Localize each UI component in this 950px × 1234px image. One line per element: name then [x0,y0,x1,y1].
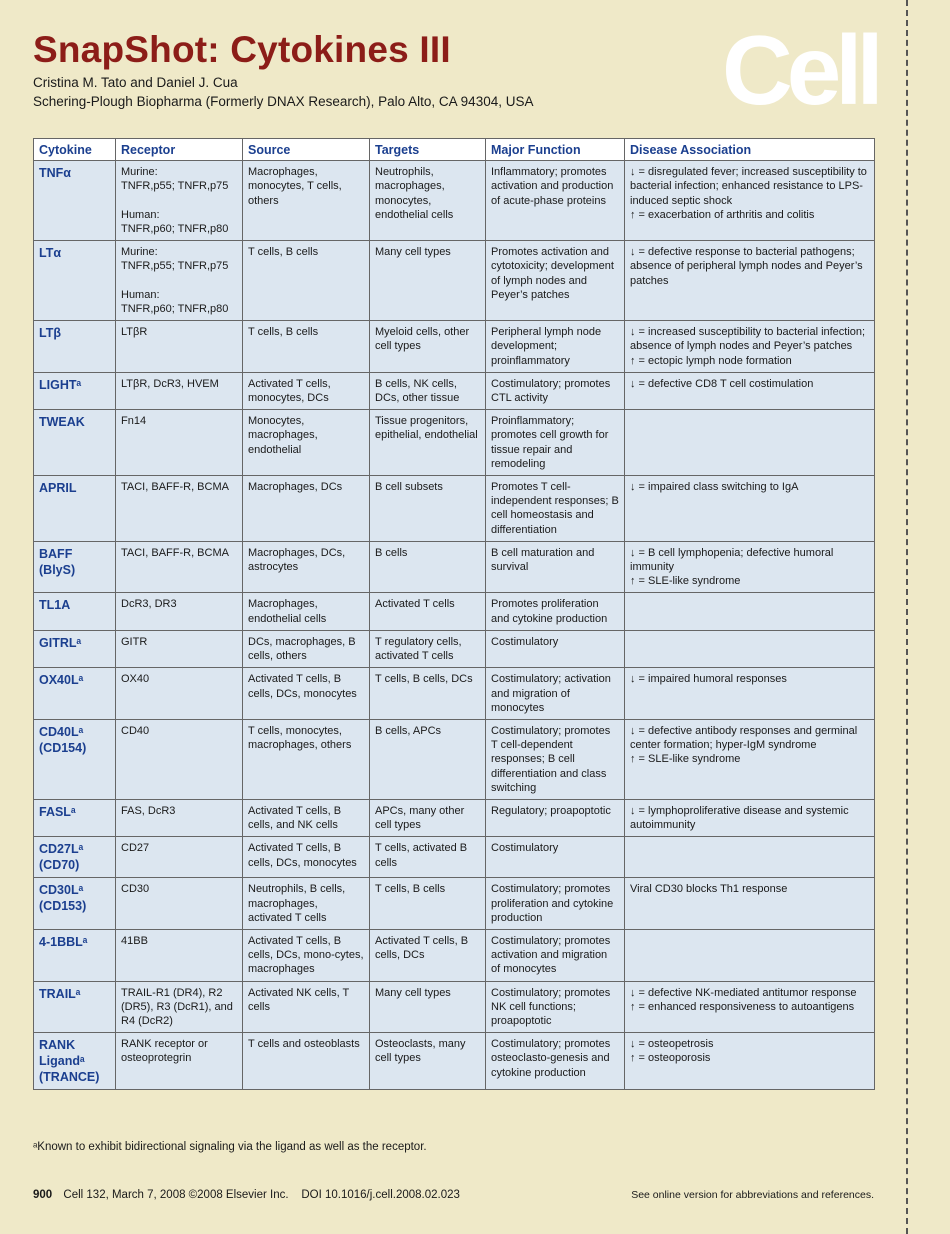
cell-function: B cell maturation and survival [486,541,625,593]
cell-disease: ↓ = defective antibody responses and germinal center formation; hyper-IgM syndrome ↑ = SLE-like syndrome [625,719,875,799]
page-footer [33,1189,874,1201]
footnote: ᵃKnown to exhibit bidirectional signaling via the ligand as well as the receptor. [33,1141,427,1153]
cell-cytokine: CD40Lᵃ (CD154) [34,719,116,799]
cell-receptor: LTβR, DcR3, HVEM [116,372,243,409]
table-row [34,719,875,799]
cell-receptor: 41BB [116,929,243,981]
cell-disease: ↓ = osteopetrosis ↑ = osteoporosis [625,1033,875,1090]
cell-disease: ↓ = defective CD8 T cell costimulation [625,372,875,409]
authors: Cristina M. Tato and Daniel J. Cua [33,75,238,90]
citation: Cell 132, March 7, 2008 ©2008 Elsevier Inc. DOI 10.1016/j.cell.2008.02.023 [63,1189,460,1201]
column-header: Source [243,139,370,161]
table-row [34,878,875,930]
cell-logo: Cell [722,15,878,125]
table-row [34,799,875,836]
cell-source: T cells, B cells [243,241,370,321]
cell-receptor: CD27 [116,837,243,878]
column-header: Cytokine [34,139,116,161]
cell-targets: Osteoclasts, many cell types [370,1033,486,1090]
column-header: Major Function [486,139,625,161]
cell-source: Activated T cells, B cells, DCs, mono-cytes, macrophages [243,929,370,981]
cell-function: Costimulatory [486,630,625,667]
cell-targets: B cells, APCs [370,719,486,799]
cell-function: Promotes proliferation and cytokine production [486,593,625,630]
cell-targets: Neutrophils, macrophages, monocytes, endothelial cells [370,161,486,241]
cell-cytokine: LIGHTᵃ [34,372,116,409]
cell-targets: APCs, many other cell types [370,799,486,836]
table-row [34,541,875,593]
cell-function: Costimulatory; promotes osteoclasto-genesis and cytokine production [486,1033,625,1090]
cell-receptor: DcR3, DR3 [116,593,243,630]
cell-targets: B cell subsets [370,476,486,542]
cell-receptor: CD30 [116,878,243,930]
cell-cytokine: APRIL [34,476,116,542]
cell-function: Costimulatory; activation and migration of monocytes [486,668,625,720]
table-row [34,929,875,981]
cell-cytokine: GITRLᵃ [34,630,116,667]
cell-disease: ↓ = defective NK-mediated antitumor response ↑ = enhanced responsiveness to autoantigens [625,981,875,1033]
cell-function: Inflammatory; promotes activation and production of acute-phase proteins [486,161,625,241]
cell-cytokine: TL1A [34,593,116,630]
cell-targets: T regulatory cells, activated T cells [370,630,486,667]
cell-cytokine: OX40Lᵃ [34,668,116,720]
cell-cytokine: CD27Lᵃ (CD70) [34,837,116,878]
cell-source: Activated T cells, B cells, DCs, monocytes [243,668,370,720]
cell-function: Costimulatory; promotes NK cell functions; proapoptotic [486,981,625,1033]
table-row [34,1033,875,1090]
cell-receptor: LTβR [116,321,243,373]
cell-source: Macrophages, DCs [243,476,370,542]
cell-source: T cells, monocytes, macrophages, others [243,719,370,799]
table-row [34,593,875,630]
cell-receptor: Fn14 [116,410,243,476]
cell-disease: ↓ = impaired class switching to IgA [625,476,875,542]
cell-targets: T cells, B cells [370,878,486,930]
cell-disease [625,837,875,878]
table-row [34,410,875,476]
cell-targets: Tissue progenitors, epithelial, endothelial [370,410,486,476]
column-header: Targets [370,139,486,161]
cell-targets: Many cell types [370,241,486,321]
cell-cytokine: FASLᵃ [34,799,116,836]
column-header: Receptor [116,139,243,161]
cell-source: T cells, B cells [243,321,370,373]
cell-source: DCs, macrophages, B cells, others [243,630,370,667]
cell-receptor: OX40 [116,668,243,720]
cell-receptor: Murine: TNFR,p55; TNFR,p75 Human: TNFR,p60; TNFR,p80 [116,161,243,241]
cell-source: Macrophages, endothelial cells [243,593,370,630]
cell-targets: T cells, activated B cells [370,837,486,878]
cell-source: Activated T cells, monocytes, DCs [243,372,370,409]
table-row [34,161,875,241]
cell-function: Costimulatory [486,837,625,878]
cell-targets: Activated T cells, B cells, DCs [370,929,486,981]
cell-function: Costimulatory; promotes CTL activity [486,372,625,409]
table-row [34,630,875,667]
table-row [34,241,875,321]
page-number: 900 [33,1189,53,1201]
cell-disease [625,410,875,476]
cell-source: Macrophages, monocytes, T cells, others [243,161,370,241]
cell-function: Regulatory; proapoptotic [486,799,625,836]
cell-targets: Myeloid cells, other cell types [370,321,486,373]
cell-source: Macrophages, DCs, astrocytes [243,541,370,593]
cell-source: Activated T cells, B cells, DCs, monocytes [243,837,370,878]
cell-cytokine: BAFF (BlyS) [34,541,116,593]
cell-cytokine: TWEAK [34,410,116,476]
cell-receptor: TACI, BAFF-R, BCMA [116,541,243,593]
cell-source: Neutrophils, B cells, macrophages, activated T cells [243,878,370,930]
cell-source: Activated NK cells, T cells [243,981,370,1033]
table-header-row [34,139,875,161]
cell-receptor: CD40 [116,719,243,799]
cell-disease [625,630,875,667]
cell-source: Monocytes, macrophages, endothelial [243,410,370,476]
cell-disease: ↓ = B cell lymphopenia; defective humoral immunity ↑ = SLE-like syndrome [625,541,875,593]
cell-disease: Viral CD30 blocks Th1 response [625,878,875,930]
cell-source: T cells and osteoblasts [243,1033,370,1090]
cell-disease [625,929,875,981]
affiliation: Schering-Plough Biopharma (Formerly DNAX Research), Palo Alto, CA 94304, USA [33,94,534,109]
online-note: See online version for abbreviations and references. [631,1189,874,1201]
table-row [34,668,875,720]
cell-disease: ↓ = increased susceptibility to bacterial infection; absence of lymph nodes and Peyer’s patches ↑ = ectopic lymph node formation [625,321,875,373]
cell-receptor: TRAIL-R1 (DR4), R2 (DR5), R3 (DcR1), and R4 (DcR2) [116,981,243,1033]
cell-function: Promotes activation and cytotoxicity; development of lymph nodes and Peyer’s patches [486,241,625,321]
cell-function: Costimulatory; promotes activation and migration of monocytes [486,929,625,981]
cell-function: Promotes T cell-independent responses; B cell homeostasis and differentiation [486,476,625,542]
cell-cytokine: TRAILᵃ [34,981,116,1033]
cell-disease: ↓ = impaired humoral responses [625,668,875,720]
cell-targets: B cells [370,541,486,593]
column-header: Disease Association [625,139,875,161]
table-row [34,372,875,409]
cell-disease: ↓ = disregulated fever; increased susceptibility to bacterial infection; enhanced resistance to LPS-induced septic shock ↑ = exacerbation of arthritis and colitis [625,161,875,241]
cell-cytokine: TNFα [34,161,116,241]
table-row [34,837,875,878]
cell-function: Proinflammatory; promotes cell growth for tissue repair and remodeling [486,410,625,476]
cell-cytokine: LTα [34,241,116,321]
cell-function: Costimulatory; promotes proliferation and cytokine production [486,878,625,930]
cell-disease: ↓ = defective response to bacterial pathogens; absence of peripheral lymph nodes and Peyer’s patches [625,241,875,321]
table-row [34,476,875,542]
cell-receptor: RANK receptor or osteoprotegrin [116,1033,243,1090]
cell-source: Activated T cells, B cells, and NK cells [243,799,370,836]
cell-receptor: FAS, DcR3 [116,799,243,836]
cell-disease [625,593,875,630]
cell-cytokine: CD30Lᵃ (CD153) [34,878,116,930]
cell-receptor: TACI, BAFF-R, BCMA [116,476,243,542]
cell-targets: T cells, B cells, DCs [370,668,486,720]
page-title: SnapShot: Cytokines III [33,29,451,70]
cell-targets: B cells, NK cells, DCs, other tissue [370,372,486,409]
cell-targets: Many cell types [370,981,486,1033]
cell-receptor: GITR [116,630,243,667]
cytokine-table [33,138,875,1090]
cell-cytokine: LTβ [34,321,116,373]
cell-function: Costimulatory; promotes T cell-dependent responses; B cell differentiation and class switching [486,719,625,799]
byline [33,73,533,111]
table-row [34,981,875,1033]
cell-receptor: Murine: TNFR,p55; TNFR,p75 Human: TNFR,p60; TNFR,p80 [116,241,243,321]
cell-cytokine: RANK Ligandᵃ (TRANCE) [34,1033,116,1090]
dashed-cut-line [906,0,908,1234]
cell-targets: Activated T cells [370,593,486,630]
cell-function: Peripheral lymph node development; proinflammatory [486,321,625,373]
cell-disease: ↓ = lymphoproliferative disease and systemic autoimmunity [625,799,875,836]
cell-cytokine: 4-1BBLᵃ [34,929,116,981]
table-row [34,321,875,373]
